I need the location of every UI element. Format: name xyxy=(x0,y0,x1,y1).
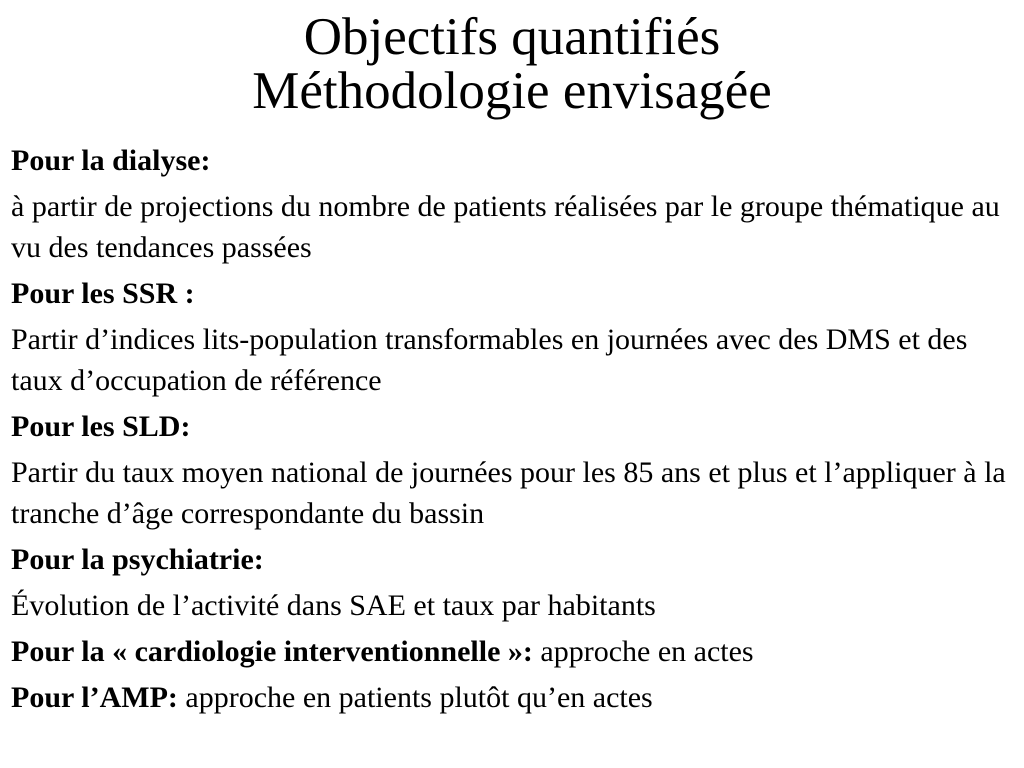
heading-ssr: Pour les SSR : xyxy=(11,277,195,310)
row-cardiologie xyxy=(11,631,1016,672)
title-line-1: Objectifs quantifiés xyxy=(303,8,721,66)
heading-dialyse: Pour la dialyse: xyxy=(11,144,211,177)
title-line-2: Méthodologie envisagée xyxy=(252,62,772,120)
slide-title xyxy=(0,10,1024,118)
row-amp xyxy=(11,677,1016,718)
heading-cardiologie: Pour la « cardiologie interventionnelle »: xyxy=(11,635,533,668)
heading-amp: Pour l’AMP: xyxy=(11,681,178,714)
text-psychiatrie: Évolution de l’activité dans SAE et taux par habitants xyxy=(11,589,656,622)
text-sld: Partir du taux moyen national de journées pour les 85 ans et plus et l’appliquer à la tranche d’âge correspondante du bassin xyxy=(11,456,1006,530)
text-amp: approche en patients plutôt qu’en actes xyxy=(177,681,653,714)
text-cardiologie: approche en actes xyxy=(532,635,754,668)
heading-psychiatrie: Pour la psychiatrie: xyxy=(11,543,264,576)
text-ssr: Partir d’indices lits-population transformables en journées avec des DMS et des taux d’occupation de référence xyxy=(11,323,968,397)
text-dialyse: à partir de projections du nombre de patients réalisées par le groupe thématique au vu des tendances passées xyxy=(11,190,1000,264)
heading-sld: Pour les SLD: xyxy=(11,410,191,443)
slide-body xyxy=(11,140,1016,723)
